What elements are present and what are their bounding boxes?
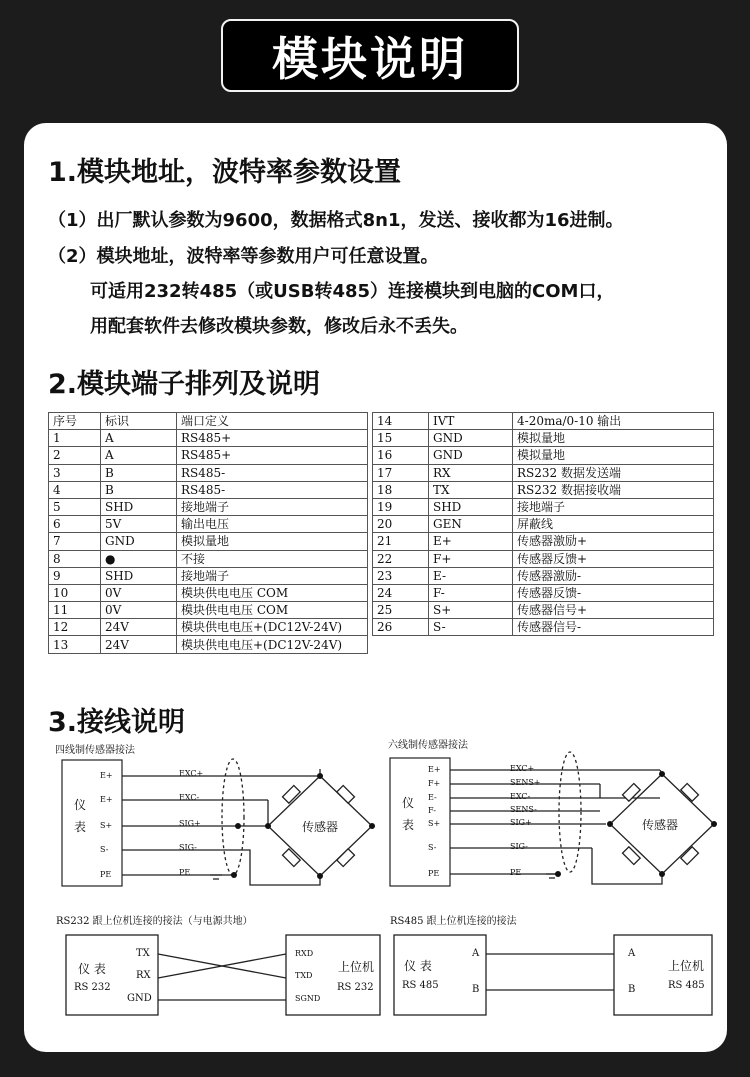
six-wire-wire-label: SENS+	[510, 778, 541, 787]
rs485-left-name: 仪 表	[404, 959, 432, 973]
table-cell: 传感器反馈+	[513, 550, 714, 567]
table-cell: RX	[429, 464, 513, 481]
six-wire-pin: E-	[428, 793, 437, 802]
table-cell: A	[101, 447, 177, 464]
table-cell: 7	[49, 533, 101, 550]
table-cell: 输出电压	[177, 516, 368, 533]
six-wire-instrument-1: 仪	[402, 796, 415, 810]
rs232-left-pin: TX	[136, 948, 150, 959]
table-cell: 26	[373, 619, 429, 636]
six-wire-pin: E+	[428, 765, 441, 774]
six-wire-pin: S+	[428, 819, 441, 828]
section1-line-1: （1）出厂默认参数为9600，数据格式8n1，发送、接收都为16进制。	[48, 210, 624, 231]
rs485-left-sub: RS 485	[402, 980, 439, 991]
table-cell: GEN	[429, 516, 513, 533]
rs232-title: RS232 跟上位机连接的接法（与电源共地）	[56, 916, 253, 927]
six-wire-wire-label: EXC+	[510, 764, 535, 773]
section3-title: 3.接线说明	[48, 707, 186, 738]
table-cell: 传感器信号+	[513, 602, 714, 619]
rs485-left-pin: B	[472, 984, 480, 995]
table-cell: E-	[429, 567, 513, 584]
six-wire-pin: S-	[428, 843, 437, 852]
table-cell: 传感器激励-	[513, 567, 714, 584]
four-wire-wire-label: EXC+	[179, 769, 204, 778]
table-cell: GND	[429, 447, 513, 464]
table-cell: 5V	[101, 516, 177, 533]
table-cell: 0V	[101, 602, 177, 619]
table-cell: 不接	[177, 550, 368, 567]
table-cell: 10	[49, 584, 101, 601]
table-cell: 模块供电电压 COM	[177, 602, 368, 619]
rs485-right-sub: RS 485	[668, 980, 705, 991]
four-wire-sensor-label: 传感器	[302, 820, 339, 834]
table-cell: 传感器激励+	[513, 533, 714, 550]
section1-line-3: 可适用232转485（或USB转485）连接模块到电脑的COM口，	[90, 281, 615, 302]
table-cell: 传感器信号-	[513, 619, 714, 636]
table-cell: SHD	[429, 498, 513, 515]
rs485-title: RS485 跟上位机连接的接法	[390, 916, 517, 927]
table-cell: 接地端子	[513, 498, 714, 515]
table-cell: 22	[373, 550, 429, 567]
table-cell: A	[101, 430, 177, 447]
table-cell: ●	[101, 550, 177, 567]
four-wire-wire-label: EXC-	[179, 793, 200, 802]
table-cell: 1	[49, 430, 101, 447]
four-wire-instrument-1: 仪	[74, 798, 87, 812]
four-wire-wire-label: SIG+	[179, 819, 201, 828]
table-cell: 3	[49, 464, 101, 481]
table-cell: TX	[429, 481, 513, 498]
table-cell: 20	[373, 516, 429, 533]
four-wire-pin: E+	[100, 771, 113, 780]
four-wire-title: 四线制传感器接法	[55, 745, 135, 756]
section2-title: 2.模块端子排列及说明	[48, 369, 321, 400]
table-cell: 17	[373, 464, 429, 481]
table-cell: 序号	[49, 413, 101, 430]
six-wire-pin: F+	[428, 779, 441, 788]
page-title: 模块说明	[272, 31, 468, 86]
table-cell: 模拟量地	[513, 447, 714, 464]
table-cell: 12	[49, 619, 101, 636]
table-cell: 21	[373, 533, 429, 550]
section1-line-2: （2）模块地址，波特率等参数用户可任意设置。	[48, 246, 439, 267]
rs232-right-pin: SGND	[295, 994, 321, 1003]
table-cell: RS485+	[177, 430, 368, 447]
table-cell: 接地端子	[177, 567, 368, 584]
table-cell: F-	[429, 584, 513, 601]
table-cell: RS485-	[177, 464, 368, 481]
table-cell: S-	[429, 619, 513, 636]
rs232-right-sub: RS 232	[337, 982, 374, 993]
table-cell: 0V	[101, 584, 177, 601]
section1-line-4: 用配套软件去修改模块参数，修改后永不丢失。	[90, 316, 468, 337]
table-cell: SHD	[101, 567, 177, 584]
six-wire-pin: PE	[428, 869, 440, 878]
table-cell: RS232 数据发送端	[513, 464, 714, 481]
rs485-left-pin: A	[472, 948, 480, 959]
table-cell: 模块供电电压+(DC12V-24V)	[177, 636, 368, 653]
table-cell: RS485-	[177, 481, 368, 498]
table-cell: 模拟量地	[177, 533, 368, 550]
table-cell: 24V	[101, 636, 177, 653]
rs485-right-name: 上位机	[668, 959, 705, 973]
table-cell: B	[101, 481, 177, 498]
table-cell: 15	[373, 430, 429, 447]
four-wire-pin: PE	[100, 870, 112, 879]
table-cell: 标识	[101, 413, 177, 430]
table-cell: 24	[373, 584, 429, 601]
six-wire-wire-label: SENS-	[510, 805, 537, 814]
six-wire-wire-label: EXC-	[510, 792, 531, 801]
rs485-right-pin: B	[628, 984, 636, 995]
table-cell: 16	[373, 447, 429, 464]
table-cell: 接地端子	[177, 498, 368, 515]
table-cell: 端口定义	[177, 413, 368, 430]
rs232-left-sub: RS 232	[74, 982, 111, 993]
table-cell: 传感器反馈-	[513, 584, 714, 601]
table-cell: 4	[49, 481, 101, 498]
four-wire-pin: S-	[100, 845, 109, 854]
table-cell: GND	[101, 533, 177, 550]
six-wire-wire-label: SIG+	[510, 818, 532, 827]
table-cell: 模块供电电压 COM	[177, 584, 368, 601]
table-cell: 6	[49, 516, 101, 533]
six-wire-pin: F-	[428, 806, 436, 815]
table-cell: 4-20ma/0-10 输出	[513, 413, 714, 430]
table-cell: 屏蔽线	[513, 516, 714, 533]
table-cell: 18	[373, 481, 429, 498]
rs232-left-name: 仪 表	[78, 962, 106, 976]
table-cell: 8	[49, 550, 101, 567]
table-cell: 模块供电电压+(DC12V-24V)	[177, 619, 368, 636]
four-wire-instrument-2: 表	[74, 820, 87, 834]
six-wire-sensor-label: 传感器	[642, 818, 679, 832]
rs232-left-pin: GND	[127, 993, 152, 1004]
rs232-right-pin: RXD	[295, 949, 314, 958]
table-cell: B	[101, 464, 177, 481]
table-cell: S+	[429, 602, 513, 619]
six-wire-wire-label: SIG-	[510, 842, 528, 851]
table-cell: 25	[373, 602, 429, 619]
table-cell: 19	[373, 498, 429, 515]
table-cell: GND	[429, 430, 513, 447]
rs485-right-pin: A	[628, 948, 636, 959]
table-cell: IVT	[429, 413, 513, 430]
table-cell: 23	[373, 567, 429, 584]
table-cell: RS485+	[177, 447, 368, 464]
section1-title: 1.模块地址，波特率参数设置	[48, 157, 402, 188]
four-wire-wire-label: PE	[179, 868, 191, 877]
table-cell: 模拟量地	[513, 430, 714, 447]
table-cell: SHD	[101, 498, 177, 515]
table-cell: F+	[429, 550, 513, 567]
table-cell: 14	[373, 413, 429, 430]
six-wire-title: 六线制传感器接法	[388, 740, 468, 751]
table-cell: RS232 数据接收端	[513, 481, 714, 498]
four-wire-pin: S+	[100, 821, 113, 830]
table-cell: 2	[49, 447, 101, 464]
table-cell: 11	[49, 602, 101, 619]
rs232-right-pin: TXD	[295, 971, 313, 980]
four-wire-wire-label: SIG-	[179, 843, 197, 852]
four-wire-pin: E+	[100, 795, 113, 804]
table-cell: 13	[49, 636, 101, 653]
table-cell: E+	[429, 533, 513, 550]
six-wire-instrument-2: 表	[402, 818, 415, 832]
rs232-right-name: 上位机	[338, 960, 375, 974]
table-cell: 9	[49, 567, 101, 584]
rs232-left-pin: RX	[136, 970, 151, 981]
table-cell: 5	[49, 498, 101, 515]
six-wire-wire-label: PE	[510, 868, 522, 877]
table-cell: 24V	[101, 619, 177, 636]
